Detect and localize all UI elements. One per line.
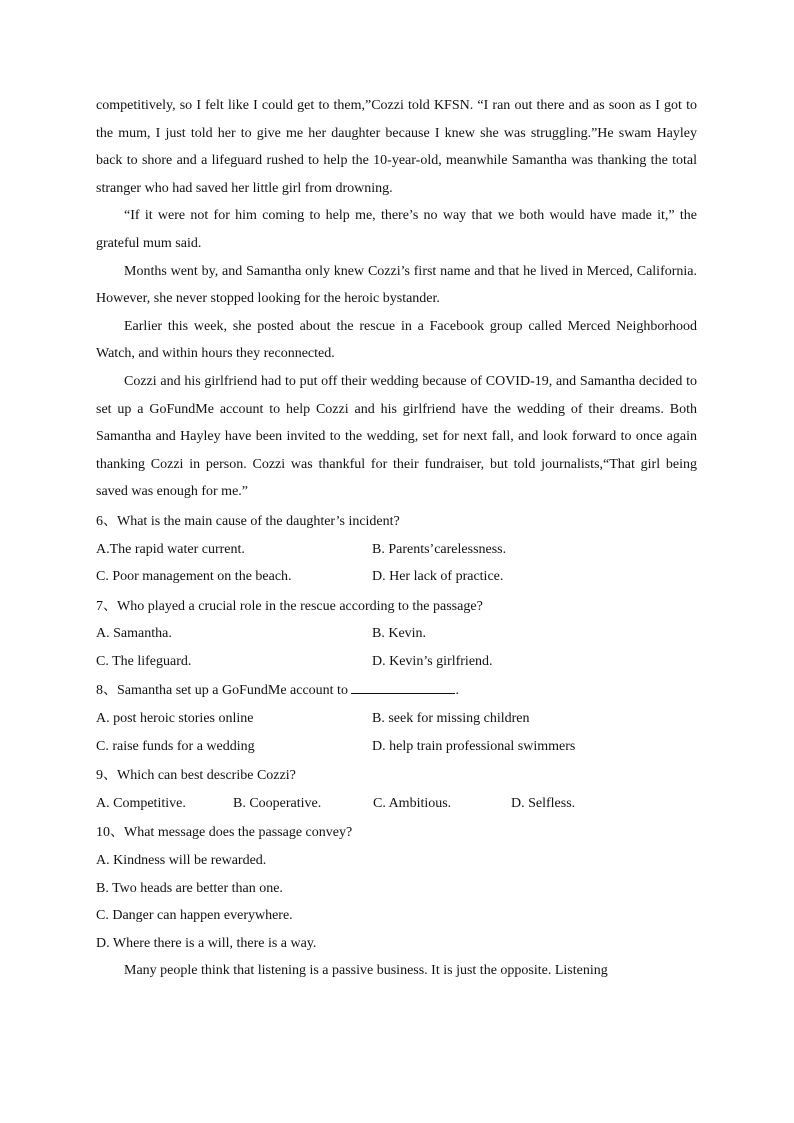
answer-blank	[351, 678, 455, 694]
question-9-stem: 9、Which can best describe Cozzi?	[96, 768, 296, 784]
passage-paragraph: Earlier this week, she posted about the rescue in a Facebook group called Merced Neighborhood Watch, and within hours they reconnected.	[96, 318, 697, 362]
passage-paragraph: Cozzi and his girlfriend had to put off their wedding because of COVID-19, and Samantha decided to set up a GoFundMe account to help Cozzi and his girlfriend have the wedding of their dreams. Both Samantha and Hayley have been invited to the wedding, set for next fall, and look forward to once again thanking Cozzi in person. Cozzi was thankful for their fundraiser, but told journalists,“That girl being saved was enough for me.”	[96, 373, 697, 500]
question-8-stem	[96, 677, 697, 705]
option-d: D. help train professional swimmers	[372, 738, 576, 754]
option-b: B. Two heads are better than one.	[96, 880, 283, 896]
option-c: C. Danger can happen everywhere.	[96, 908, 293, 924]
question-7-options	[96, 620, 697, 675]
option-a: A.The rapid water current.	[96, 541, 245, 557]
question-8-options	[96, 705, 697, 760]
question-8-stem-end: .	[455, 683, 459, 699]
option-d: D. Selfless.	[511, 795, 576, 811]
option-c: C. Poor management on the beach.	[96, 569, 292, 585]
option-b: B. Cooperative.	[233, 795, 322, 811]
passage-paragraph: competitively, so I felt like I could get to them,”Cozzi told KFSN. “I ran out there and as soon as I got to the mum, I just told her to give me her daughter because I knew she was struggling.”He swam Hayley back to shore and a lifeguard rushed to help the 10-year-old, meanwhile Samantha was thanking the total stranger who had saved her little girl from drowning.	[96, 98, 697, 196]
next-passage-start: Many people think that listening is a passive business. It is just the opposite. Listening	[124, 963, 608, 979]
question-8-stem-text: 8、Samantha set up a GoFundMe account to	[96, 683, 348, 699]
option-a: A. Competitive.	[96, 795, 186, 811]
option-b: B. seek for missing children	[372, 711, 530, 727]
option-d: D. Kevin’s girlfriend.	[372, 653, 493, 669]
question-6-options	[96, 536, 697, 591]
option-a: A. Kindness will be rewarded.	[96, 853, 267, 869]
option-c: C. raise funds for a wedding	[96, 738, 255, 754]
document-page	[96, 92, 697, 985]
question-6-stem: 6、What is the main cause of the daughter’s incident?	[96, 513, 400, 529]
option-a: A. Samantha.	[96, 626, 172, 642]
option-d: D. Her lack of practice.	[372, 569, 504, 585]
passage-paragraph: Months went by, and Samantha only knew Cozzi’s first name and that he lived in Merced, California. However, she never stopped looking for the heroic bystander.	[96, 263, 697, 307]
option-c: C. The lifeguard.	[96, 653, 192, 669]
option-b: B. Parents’carelessness.	[372, 541, 507, 557]
option-c: C. Ambitious.	[373, 795, 452, 811]
question-7-stem: 7、Who played a crucial role in the rescue according to the passage?	[96, 598, 483, 614]
option-b: B. Kevin.	[372, 626, 427, 642]
question-10-stem: 10、What message does the passage convey?	[96, 825, 353, 841]
passage-paragraph: “If it were not for him coming to help me, there’s no way that we both would have made it,” the grateful mum said.	[96, 208, 697, 251]
option-d: D. Where there is a will, there is a way.	[96, 935, 317, 951]
option-a: A. post heroic stories online	[96, 711, 254, 727]
question-9-options	[96, 790, 697, 818]
